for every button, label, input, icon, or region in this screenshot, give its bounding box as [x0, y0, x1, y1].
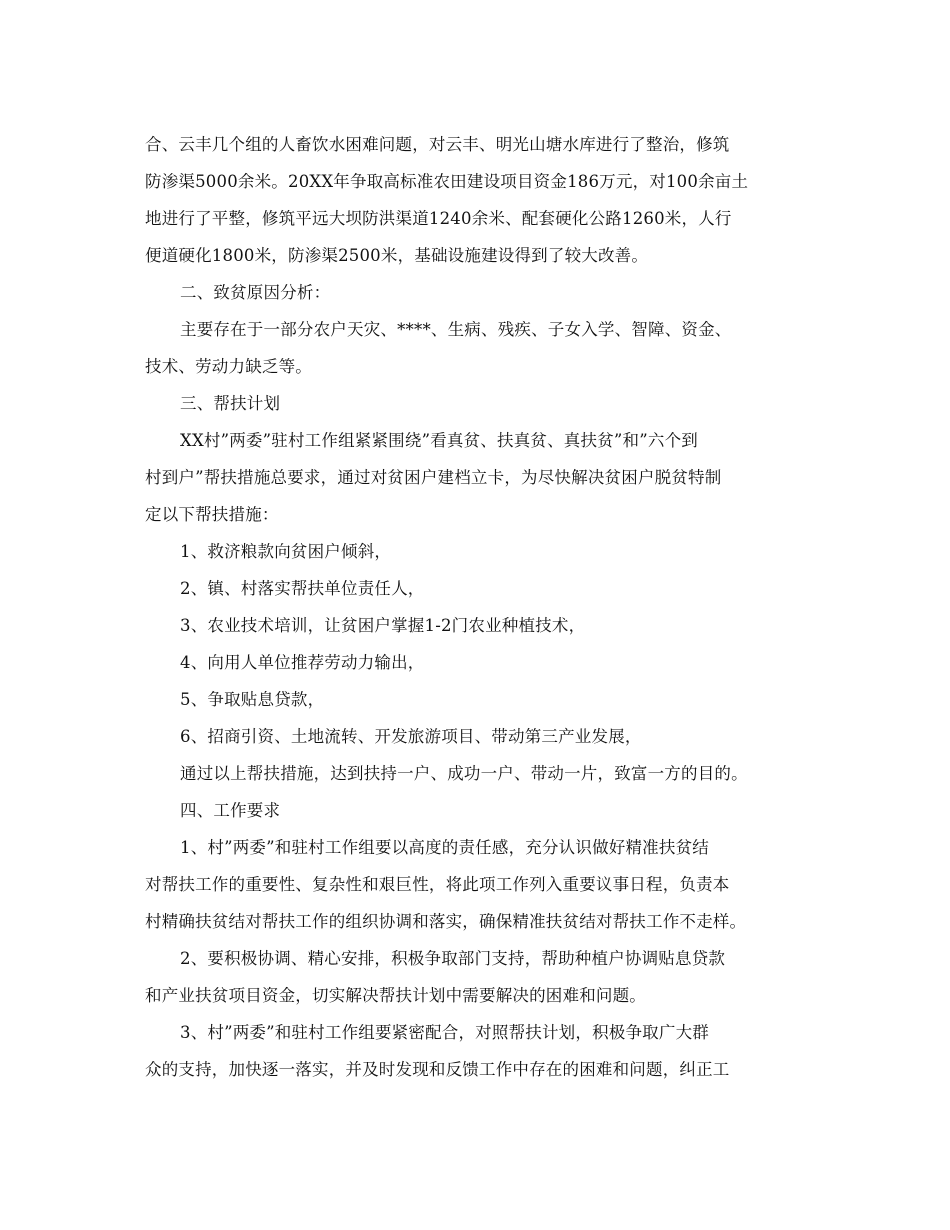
list-item: 1、村”两委”和驻村工作组要以高度的责任感，充分认识做好精准扶贫结 — [180, 838, 709, 857]
text-line: 地进行了平整，修筑平远大坝防洪渠道1240余米、配套硬化公路1260米，人行 — [145, 209, 732, 228]
text-line: 对帮扶工作的重要性、复杂性和艰巨性，将此项工作列入重要议事日程，负责本 — [145, 875, 730, 894]
text-line: 合、云丰几个组的人畜饮水困难问题，对云丰、明光山塘水库进行了整治，修筑 — [145, 135, 730, 154]
list-item: 4、向用人单位推荐劳动力输出， — [180, 653, 425, 672]
list-item: 3、村”两委”和驻村工作组要紧密配合，对照帮扶计划，积极争取广大群 — [180, 1023, 709, 1042]
section-heading: 三、帮扶计划 — [180, 394, 281, 413]
text-line: 主要存在于一部分农户天灾、****、生病、残疾、子女入学、智障、资金、 — [180, 320, 732, 339]
text-line: 村精确扶贫结对帮扶工作的组织协调和落实，确保精准扶贫结对帮扶工作不走样。 — [145, 912, 747, 931]
text-line: 众的支持，加快逐一落实，并及时发现和反馈工作中存在的困难和问题，纠正工 — [145, 1060, 730, 1079]
text-line: 和产业扶贫项目资金，切实解决帮扶计划中需要解决的困难和问题。 — [145, 986, 646, 1005]
text-line: 技术、劳动力缺乏等。 — [145, 357, 312, 376]
text-line: 通过以上帮扶措施，达到扶持一户、成功一户、带动一片，致富一方的目的。 — [180, 764, 748, 783]
section-heading: 四、工作要求 — [180, 801, 281, 820]
list-item: 2、镇、村落实帮扶单位责任人， — [180, 579, 425, 598]
text-line: 便道硬化1800米，防渗渠2500米，基础设施建设得到了较大改善。 — [145, 246, 649, 265]
text-line: 防渗渠5000余米。20XX年争取高标准农田建设项目资金186万元，对100余亩土 — [145, 172, 749, 191]
list-item: 6、招商引资、土地流转、开发旅游项目、带动第三产业发展， — [180, 727, 642, 746]
list-item: 3、农业技术培训，让贫困户掌握1-2门农业种植技术， — [180, 616, 586, 635]
text-line: 村到户”帮扶措施总要求，通过对贫困户建档立卡，为尽快解决贫困户脱贫特制 — [145, 468, 722, 487]
list-item: 5、争取贴息贷款， — [180, 690, 325, 709]
list-item: 1、救济粮款向贫困户倾斜， — [180, 542, 392, 561]
section-heading: 二、致贫原因分析： — [180, 283, 331, 302]
list-item: 2、要积极协调、精心安排，积极争取部门支持，帮助种植户协调贴息贷款 — [180, 949, 726, 968]
text-line: 定以下帮扶措施： — [145, 505, 279, 524]
text-line: XX村”两委”驻村工作组紧紧围绕”看真贫、扶真贫、真扶贫”和”六个到 — [180, 431, 698, 450]
document-body — [145, 126, 815, 1088]
